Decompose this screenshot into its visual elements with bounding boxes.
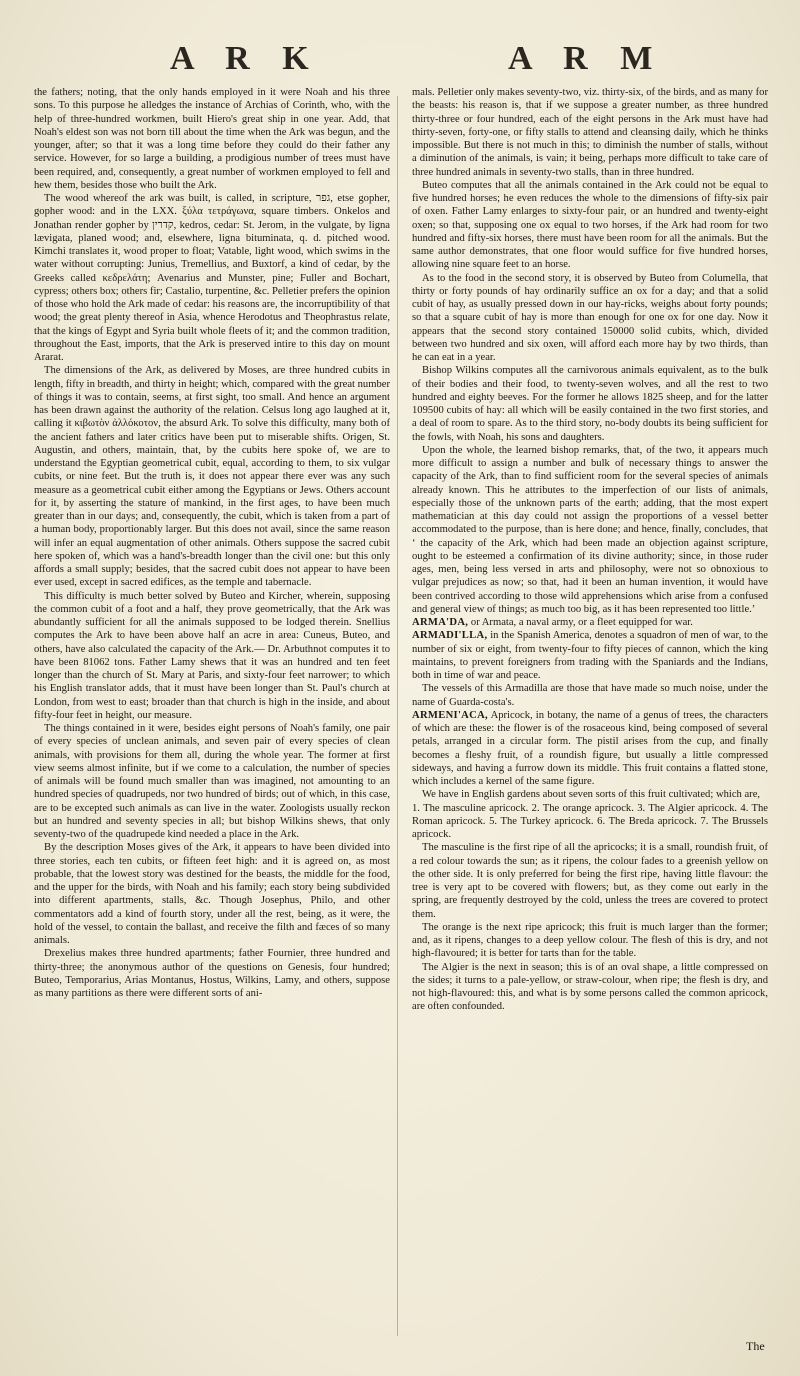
paragraph: As to the food in the second story, it is observed by Buteo from Columella, that thirty or forty pounds of hay ordinarily suffice an ox for a day; and that a solid cubit of hay, as usually pressed down in our hay-ricks, weighs about forty pounds; so that a square cubit of hay is more than enough for one ox for one day. Now it appears that the second story contained 150000 solid cubits, which, divided between two hundred and six oxen, will afford each more hay by two thirds, than he can eat in a year. [412,272,768,363]
paragraph: This difficulty is much better solved by Buteo and Kircher, wherein, supposing the common cubit of a foot and a half, they prove geometrically, that the Ark was abundantly sufficient for all the animals supposed to be lodged therein. Snellius computes the Ark to have been above half an acre in area: Cuneus, Buteo, and others, have also calculated the capacity of the Ark.— Dr. Arbuthnot computes it to have been 81062 tons. Father Lamy shews that it was an hundred and ten feet longer than the church of St. Mary at Paris, and sixty-four feet narrower; to which his English translator adds, that it must have been longer than St. Paul's church at London, from west to east; broader than that church is high in the inside, and about fifty-four feet in height, our measure. [34,590,390,721]
dictionary-entry [412,709,768,789]
paragraph: The wood whereof the ark was built, is called, in scripture, גפר, etse gopher, gopher wood: and in the LXX. ξύλα τετράγωνα, square timbers. Onkelos and Jonathan render gopher by קדרין, kedros, cedar: St. Jerom, in the vulgate, by ligna lævigata, planed wood; and, elsewhere, ligna bituminata, q. d. pitched wood. Kimchi translates it, wood proper to float; Vatable, light wood, which swims in the water without corrupting: Junius, Tremellius, and Buxtorf, a kind of cedar, by the Greeks called κεδρελάτη; Avenarius and Munster, pine; Fuller and Bochart, cypress; others box; others fir; Castalio, turpentine, &c. Pelletier prefers the opinion of those who hold the Ark made of cedar: his reasons are, the incorruptibility of that wood; the great plenty thereof in Asia, whence Herodotus and Theophrastus relate, that the kings of Egypt and Syria built whole fleets of it; and the common tradition, throughout the East, imports, that the Ark is preserved intire to this day on mount Ararat. [34,193,390,363]
running-head-left: A R K [170,40,321,77]
paragraph: The things contained in it were, besides eight persons of Noah's family, one pair of every species of unclean animals, and seven pair of every species of clean animals, with provisions for them all, during the whole year. The former at first view seems almost infinite, but if we come to a calculation, the number of species of animals will be found much smaller than was imagined, not amounting to an hundred species of quadrupeds, nor two hundred of birds; out of which, in this case, are to be excepted such animals as can live in the water. Zoologists usually reckon but an hundred and seventy species in all; but bishop Wilkins shews, that only seventy-two of the quadrupede kind needed a place in the Ark. [34,723,390,840]
paragraph: Upon the whole, the learned bishop remarks, that, of the two, it appears much more difficult to assign a number and bulk of necessary things to answer the capacity of the Ark, than to find sufficient room for the several species of animals already known. This he attributes to the imperfection of our lists of animals, especially those of the unknown parts of the earth; adding, that the most expert mathematician at this day could not assign the proportions of a vessel better accommodated to the purpose, than is here done; and hence, finally, concludes, that ‘ the capacity of the Ark, which had been made an objection against scripture, ought to be esteemed a confirmation of its divine authority; since, in those ruder ages, men, being less versed in arts and philosophy, were not so obnoxious to vulgar prejudices as now; so that, had it been an human invention, it would have been contrived according to those wild apprehensions which arise from a confused and general view of things; as much too big, as it has been represented too little.’ [412,444,768,615]
dictionary-entry [412,629,768,682]
paragraph: Drexelius makes three hundred apartments; father Fournier, three hundred and thirty-three; the anonymous author of the questions on Genesis, four hundred; Buteo, Temporarius, Arias Montanus, Hostus, Wilkins, Lamy, and others, suppose as many partitions as there were different sorts of ani- [34,948,390,999]
paragraph: 1. The masculine apricock. 2. The orange apricock. 3. The Algier apricock. 4. The Roman apricock. 5. The Turkey apricock. 6. The Breda apricock. 7. The Brussels apricock. [412,802,768,840]
entry-headword: ARMENI'ACA, [412,709,488,721]
entry-headword: ARMA'DA, [412,617,469,628]
paragraph: Bishop Wilkins computes all the carnivorous animals equivalent, as to the bulk of their bodies and their food, to twenty-seven wolves, and all the rest to two hundred and eighty beeves. For the former he allows 1825 sheep, and for the latter 109500 cubits of hay: all which will be easily contained in the two first stories, and a deal of room to spare. As to the third story, no-body doubts its being sufficient for the fowls, with Noah, his sons and daughters. [412,365,768,443]
running-head-right: A R M [508,40,665,77]
paragraph: mals. Pelletier only makes seventy-two, viz. thirty-six, of the birds, and as many for the beasts: his reason is, that if we suppose a greater number, as three hundred thirty-three or four hundred, each of the eight persons in the Ark must have had thirty-seven, forty-one, or fifty stalls to attend and cleansing daily, which he thinks impossible. But there is not much in this; to diminish the number of stalls, without a diminution of the animals, is vain; it being, perhaps more difficult to take care of three hundred animals in seventy-two stalls, than in three hundred. [412,87,768,178]
paragraph: The vessels of this Armadilla are those that have made so much noise, under the name of Guarda-costa's. [412,683,768,708]
paragraph: The Algier is the next in season; this is of an oval shape, a little compressed on the sides; it turns to a pale-yellow, or straw-colour, when ripe; the flesh is dry, and not high-flavoured: this, and what is by some persons called the common apricock, are often confounded. [412,961,768,1013]
column-divider [397,96,398,1336]
right-column [412,86,768,1014]
entry-text: or Armata, a naval army, or a fleet equipped for war. [468,617,693,628]
paragraph: By the description Moses gives of the Ark, it appears to have been divided into three stories, each ten cubits, or fifteen feet high: and it is agreed on, as most probable, that the lowest story was destined for the beasts, the middle for the food, and the upper for the birds, with Noah and his family; each story being subdivided into different apartments, stalls, &c. Though Josephus, Philo, and other commentators add a kind of fourth story, under all the rest, being, as it were, the hold of the vessel, to contain the ballast, and receive the filth and fæces of so many animals. [34,842,390,946]
catchword: The [746,1339,765,1353]
dictionary-entry [412,616,768,629]
entry-text: in the Spanish America, denotes a squadron of men of war, to the number of six or eight, from twenty-four to fifty pieces of cannon, which the king maintains, to prevent foreigners from trading with the Spaniards and the Indians, both in time of war and peace. [412,630,768,681]
entry-headword: ARMADI'LLA, [412,630,488,642]
running-head [0,40,800,84]
entry-text: Apricock, in botany, the name of a genus of trees, the characters of which are these: the flower is of the rosaceous kind, being composed of several petals, arranged in a circular form. The pistil arises from the cup, and finally becomes a fleshy fruit, of a roundish figure, but usually a little compressed sideways, and having a furrow down its middle. This fruit contains a flatted stone, which includes a kernel of the same figure. [412,709,768,787]
paragraph: The masculine is the first ripe of all the apricocks; it is a small, roundish fruit, of a red colour towards the sun; as it ripens, the colour fades to a greenish yellow on the other side. It is only preferred for being the first ripe, having little flavour: the tree is very apt to be covered with flowers; but, as they come out early in the spring, are frequently destroyed by the cold, unless the trees are covered to protect them. [412,842,768,920]
left-column [34,86,390,1000]
paragraph: We have in English gardens about seven sorts of this fruit cultivated; which are, [422,789,761,801]
paragraph: the fathers; noting, that the only hands employed in it were Noah and his three sons. To this purpose he alledges the instance of Archias of Corinth, who, with the help of three-hundred workmen, built Hiero's great ship in one year. Add, that Noah's eldest son was not born till about the time when the Ark was begun, and the younger, after; so that it was a long time before they could do their father any service. However, for so large a building, a prodigious number of trees must have been required, and, consequently, a great number of workmen employed to fell and hew them, besides those who built the Ark. [34,87,390,191]
paragraph: The orange is the next ripe apricock; this fruit is much larger than the former; and, as it ripens, changes to a deep yellow colour. The flesh of this is dry, and not high-flavoured; it is better for tarts than for the table. [412,921,768,960]
paragraph: Buteo computes that all the animals contained in the Ark could not be equal to five hundred horses; he even reduces the whole to the dimensions of fifty-six pair of oxen. Father Lamy enlarges to sixty-four pair, or an hundred and twenty-eight oxen; so that, supposing one ox equal to two horses, if the Ark had room for two hundred and fifty-six horses, there must have been room for all the animals. But the same author demonstrates, that one floor would suffice for five hundred horses, allowing nine square feet to an horse. [412,179,768,271]
paragraph: The dimensions of the Ark, as delivered by Moses, are three hundred cubits in length, fifty in breadth, and thirty in height; which, compared with the great number of things it was to contain, seems, at first sight, too small. And hence an argument has been drawn against the authority of the relation. Celsus long ago laughed at it, calling it κιβωτὸν ἀλλόκοτον, the absurd Ark. To solve this difficulty, many both of the ancient fathers and later critics have been put to miserable shifts. Origen, St. Augustin, and others, maintain, that, by the cubits here spoke of, we are to understand the Egyptian geometrical cubit, equal, according to them, to six vulgar cubits, or nine feet. But the truth is, it does not appear there ever was any such measure as a geometrical cubit either among the Egyptians or Jews. Others account for it, by asserting the stature of mankind, in the first ages, to have been much greater than in our days; and, consequently, the cubit, which is taken from a part of a human body, proportionably larger. But this does not avail, since the same reason will infer an equal augmentation of other animals. Others suppose the sacred cubit here spoken of, which was a hand's-breadth longer than the civil one: but this only affords a small supply; besides, that the sacred cubit does not appear to have been ever used, except in sacred edifices, as the temple and tabernacle. [34,365,390,589]
